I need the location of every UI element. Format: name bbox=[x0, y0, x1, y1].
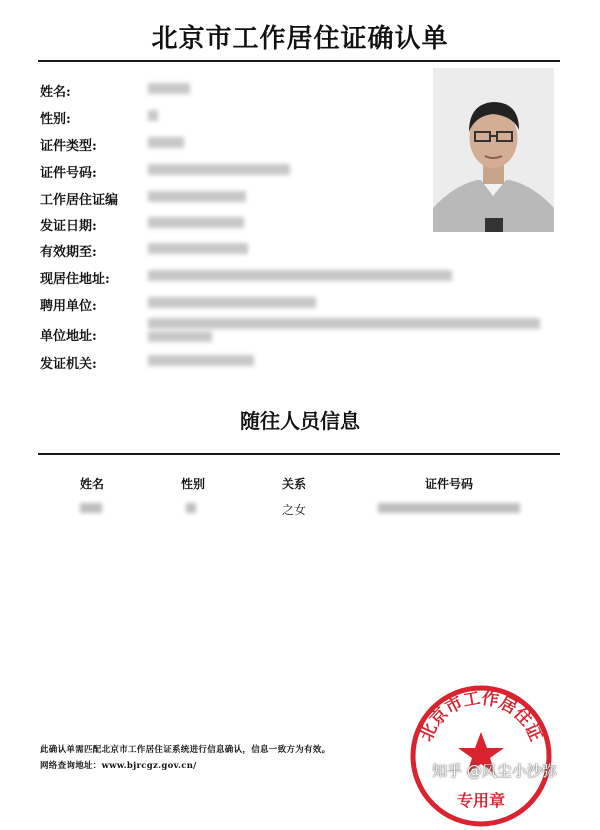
page-title: 北京市工作居住证确认单 bbox=[151, 24, 449, 54]
field-value-issuing-authority bbox=[148, 355, 254, 366]
official-seal-icon bbox=[407, 682, 555, 830]
watermark: 知乎 @风尘小沙弥 bbox=[432, 762, 557, 780]
field-label-expiry-date: 有效期至: bbox=[40, 245, 97, 260]
title-divider bbox=[38, 60, 560, 62]
field-value-employer bbox=[148, 297, 316, 308]
column-header-id-number: 证件号码 bbox=[425, 477, 474, 491]
seal-text: 北京市工作居住证 bbox=[416, 688, 546, 745]
field-label-id-type: 证件类型: bbox=[40, 139, 97, 154]
field-value-gender bbox=[148, 110, 158, 121]
field-label-permit-number: 工作居住证编 bbox=[40, 193, 119, 208]
companion-gender-cell bbox=[186, 503, 196, 513]
field-label-employer: 聘用单位: bbox=[40, 299, 97, 314]
field-value-id-number bbox=[148, 164, 290, 175]
field-label-address: 现居住地址: bbox=[40, 272, 110, 287]
seal-bottom-text: 专用章 bbox=[456, 791, 506, 810]
column-header-name: 姓名 bbox=[80, 477, 105, 491]
field-value-employer-address-line2 bbox=[148, 331, 212, 342]
field-value-address bbox=[148, 270, 452, 281]
field-label-id-number: 证件号码: bbox=[40, 166, 97, 181]
footer-query-url: 网络查询地址：www.bjrcgz.gov.cn/ bbox=[40, 761, 197, 771]
companions-title: 随往人员信息 bbox=[240, 409, 360, 433]
footer-note: 此确认单需匹配北京市工作居住证系统进行信息确认，信息一致方为有效。 bbox=[40, 745, 331, 755]
field-value-employer-address bbox=[148, 318, 540, 329]
column-header-relation: 关系 bbox=[282, 477, 307, 491]
field-label-employer-address: 单位地址: bbox=[40, 329, 97, 344]
field-value-name bbox=[148, 83, 190, 94]
field-value-issue-date bbox=[148, 217, 244, 228]
field-value-id-type bbox=[148, 137, 184, 148]
field-value-expiry-date bbox=[148, 243, 248, 254]
field-label-issue-date: 发证日期: bbox=[40, 219, 97, 234]
companion-relation-cell: 之女 bbox=[282, 503, 307, 517]
field-label-name: 姓名: bbox=[40, 85, 71, 100]
companion-id-cell bbox=[378, 503, 520, 513]
column-header-gender: 性别 bbox=[181, 477, 206, 491]
field-label-issuing-authority: 发证机关: bbox=[40, 357, 97, 372]
companion-name-cell bbox=[80, 503, 102, 513]
section-divider bbox=[38, 453, 560, 455]
person-portrait-icon bbox=[433, 68, 554, 232]
id-photo bbox=[433, 68, 554, 232]
field-value-permit-number bbox=[148, 191, 246, 202]
field-label-gender: 性别: bbox=[40, 112, 71, 127]
